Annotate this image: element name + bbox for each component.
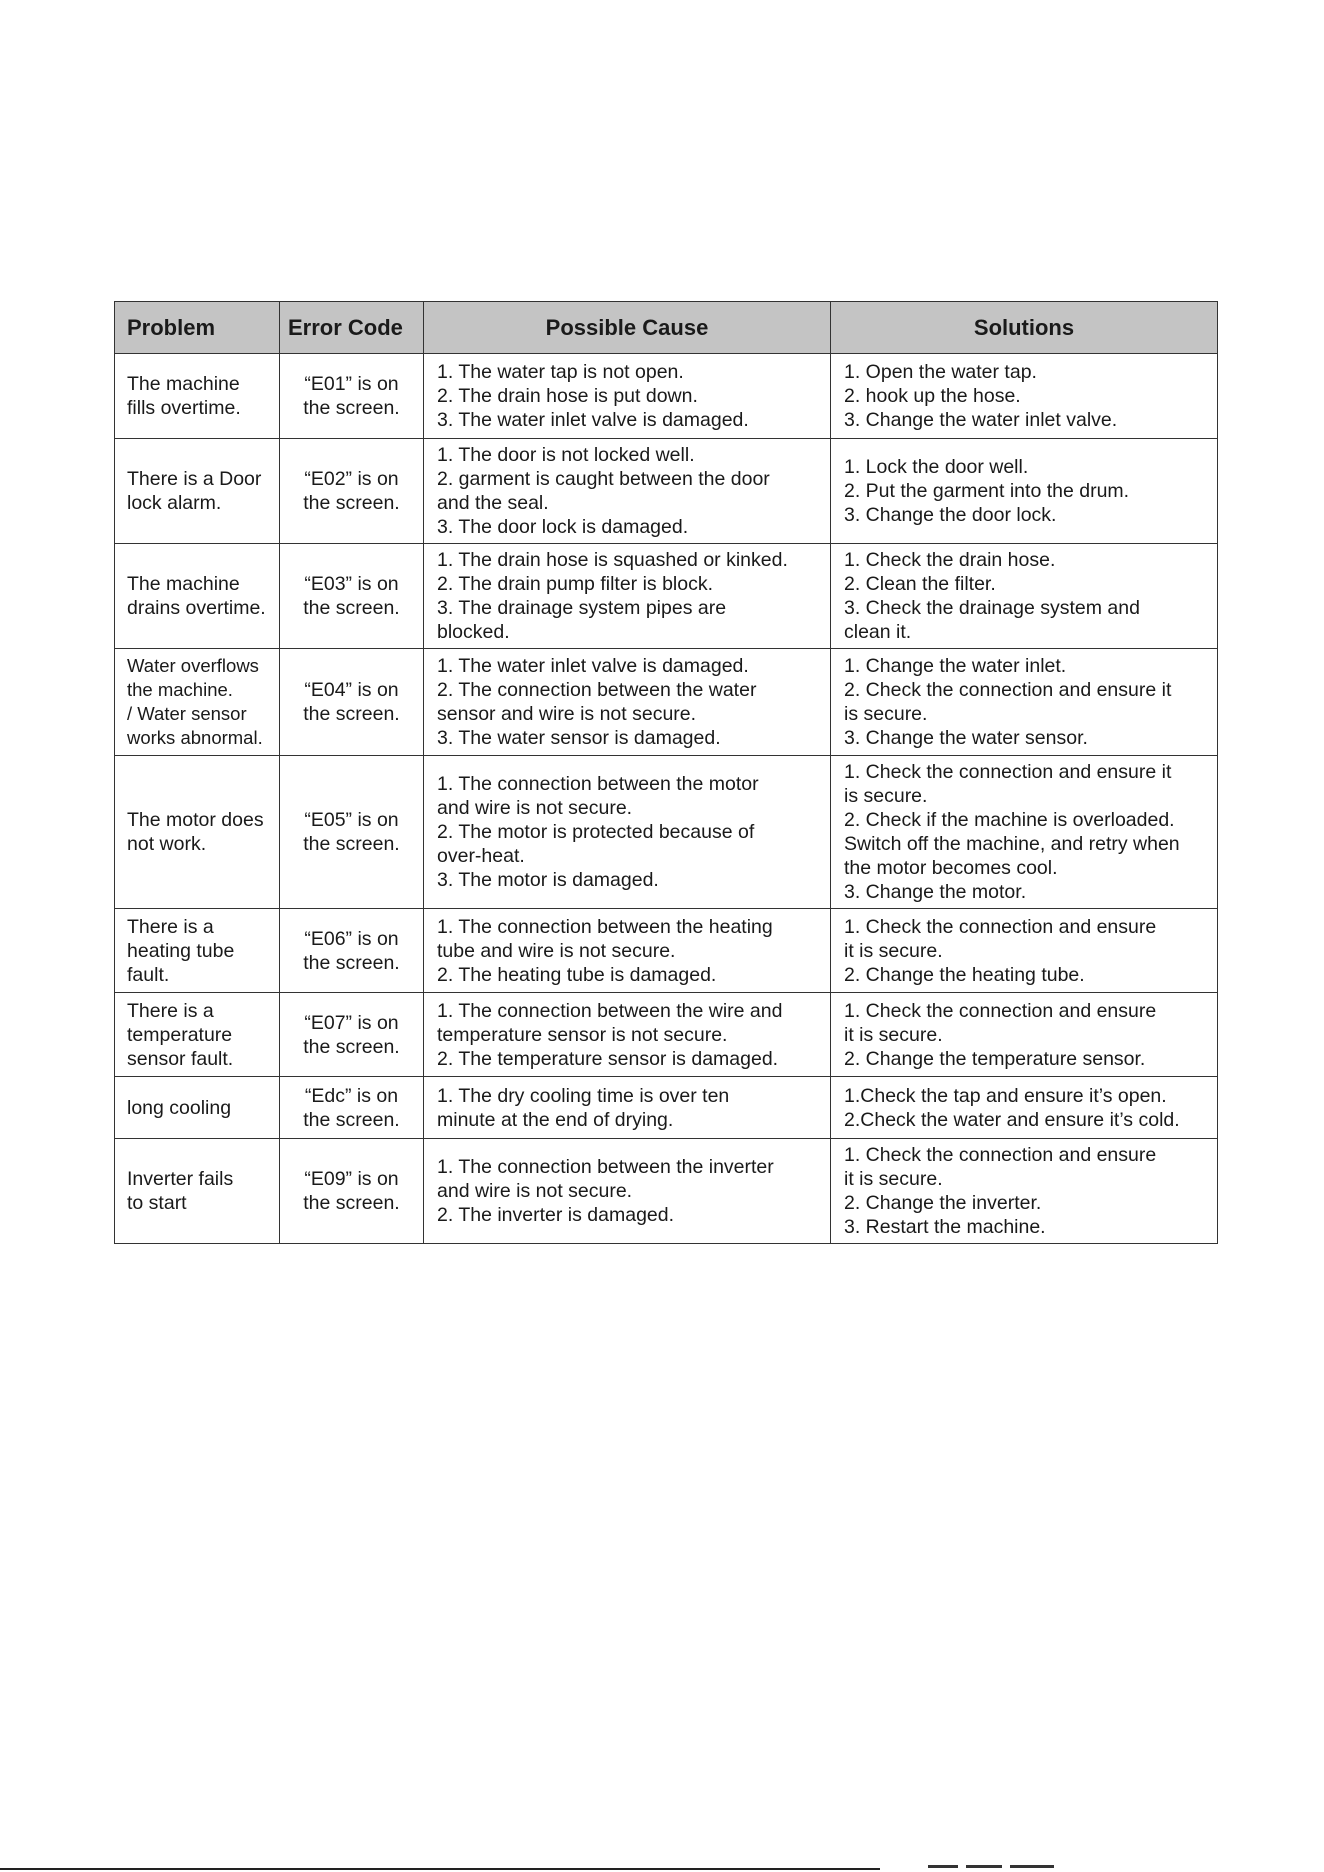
error-code-cell: “E02” is on the screen. — [280, 439, 424, 544]
solution-cell: 1. Lock the door well. 2. Put the garment into the drum. 3. Change the door lock. — [831, 439, 1218, 544]
cause-cell: 1. The dry cooling time is over ten minute at the end of drying. — [424, 1077, 831, 1139]
error-code-cell: “E05” is on the screen. — [280, 756, 424, 909]
table-row — [115, 649, 1218, 756]
cause-cell: 1. The connection between the inverter and wire is not secure. 2. The inverter is damaged. — [424, 1139, 831, 1244]
error-code-cell: “E06” is on the screen. — [280, 909, 424, 993]
header-error-code: Error Code — [280, 302, 424, 354]
cause-cell: 1. The connection between the heating tube and wire is not secure. 2. The heating tube is damaged. — [424, 909, 831, 993]
header-problem: Problem — [115, 302, 280, 354]
page-edge-mark — [1010, 1865, 1054, 1868]
page-edge-mark — [928, 1865, 958, 1868]
problem-cell: The machine drains overtime. — [115, 544, 280, 649]
page-bottom-rule — [0, 1868, 880, 1870]
error-code-cell: “Edc” is on the screen. — [280, 1077, 424, 1139]
solution-cell: 1. Open the water tap. 2. hook up the hose. 3. Change the water inlet valve. — [831, 354, 1218, 439]
problem-cell: There is a temperature sensor fault. — [115, 993, 280, 1077]
solution-cell: 1. Check the drain hose. 2. Clean the filter. 3. Check the drainage system and clean it. — [831, 544, 1218, 649]
table-row — [115, 544, 1218, 649]
header-solutions: Solutions — [831, 302, 1218, 354]
error-code-cell: “E03” is on the screen. — [280, 544, 424, 649]
table-header-row — [115, 302, 1218, 354]
cause-cell: 1. The drain hose is squashed or kinked. 2. The drain pump filter is block. 3. The drainage system pipes are blocked. — [424, 544, 831, 649]
cause-cell: 1. The connection between the motor and wire is not secure. 2. The motor is protected because of over-heat. 3. The motor is damaged. — [424, 756, 831, 909]
error-code-cell: “E09” is on the screen. — [280, 1139, 424, 1244]
problem-cell: The machine fills overtime. — [115, 354, 280, 439]
solution-cell: 1. Check the connection and ensure it is secure. 2. Change the temperature sensor. — [831, 993, 1218, 1077]
problem-cell: There is a Door lock alarm. — [115, 439, 280, 544]
cause-cell: 1. The water tap is not open. 2. The drain hose is put down. 3. The water inlet valve is damaged. — [424, 354, 831, 439]
header-possible-cause: Possible Cause — [424, 302, 831, 354]
table-row — [115, 1077, 1218, 1139]
problem-cell: The motor does not work. — [115, 756, 280, 909]
cause-cell: 1. The connection between the wire and temperature sensor is not secure. 2. The temperature sensor is damaged. — [424, 993, 831, 1077]
cause-cell: 1. The water inlet valve is damaged. 2. The connection between the water sensor and wire is not secure. 3. The water sensor is damaged. — [424, 649, 831, 756]
table-row — [115, 993, 1218, 1077]
solution-cell: 1. Change the water inlet. 2. Check the connection and ensure it is secure. 3. Change the water sensor. — [831, 649, 1218, 756]
solution-cell: 1. Check the connection and ensure it is secure. 2. Check if the machine is overloaded. Switch off the machine, and retry when the motor becomes cool. 3. Change the motor. — [831, 756, 1218, 909]
error-code-cell: “E07” is on the screen. — [280, 993, 424, 1077]
table-row — [115, 439, 1218, 544]
problem-cell: Inverter fails to start — [115, 1139, 280, 1244]
solution-cell: 1. Check the connection and ensure it is secure. 2. Change the heating tube. — [831, 909, 1218, 993]
table-row — [115, 909, 1218, 993]
table-row — [115, 1139, 1218, 1244]
error-code-cell: “E01” is on the screen. — [280, 354, 424, 439]
table-row — [115, 756, 1218, 909]
problem-cell: long cooling — [115, 1077, 280, 1139]
error-code-cell: “E04” is on the screen. — [280, 649, 424, 756]
problem-cell: There is a heating tube fault. — [115, 909, 280, 993]
solution-cell: 1.Check the tap and ensure it’s open. 2.Check the water and ensure it’s cold. — [831, 1077, 1218, 1139]
cause-cell: 1. The door is not locked well. 2. garment is caught between the door and the seal. 3. The door lock is damaged. — [424, 439, 831, 544]
troubleshooting-table — [114, 301, 1218, 1244]
solution-cell: 1. Check the connection and ensure it is secure. 2. Change the inverter. 3. Restart the machine. — [831, 1139, 1218, 1244]
problem-cell: Water overflows the machine. / Water sensor works abnormal. — [115, 649, 280, 756]
page-edge-mark — [966, 1865, 1002, 1868]
table-row — [115, 354, 1218, 439]
